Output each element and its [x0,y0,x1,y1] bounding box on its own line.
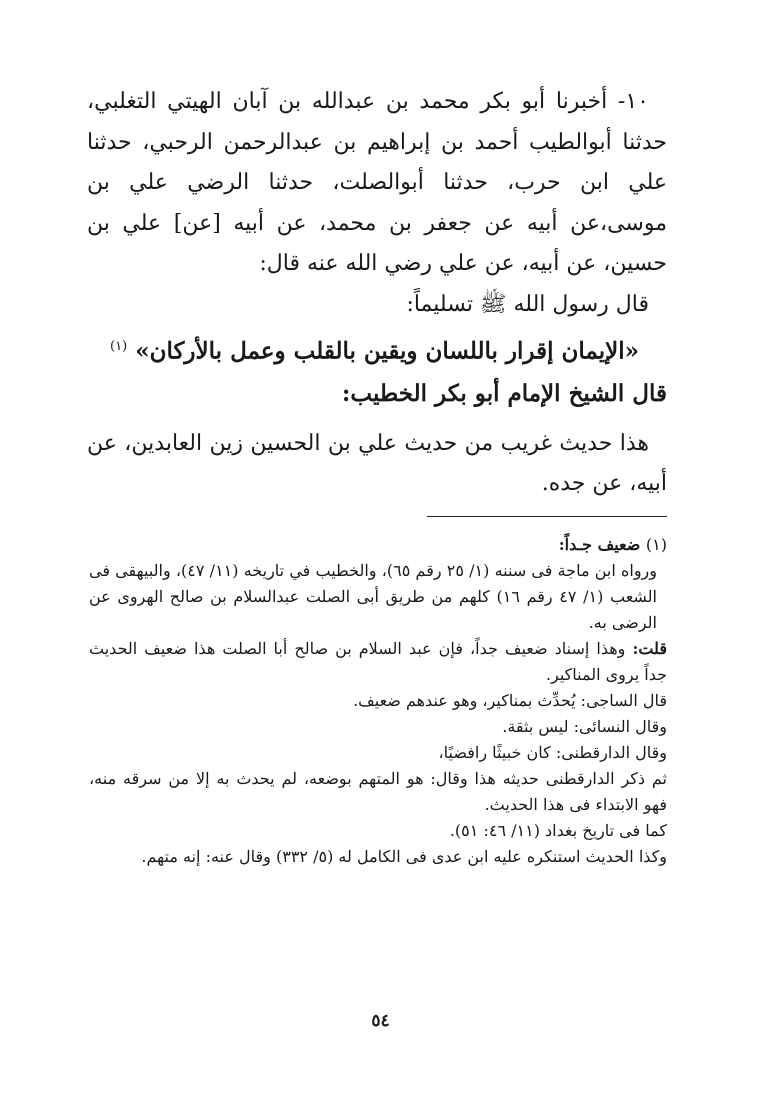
footnote-grade: ضعيف جـداً: [558,535,641,554]
commentary-paragraph: هذا حديث غريب من حديث علي بن الحسين زين العابدين، عن أبيه، عن جده. [87,430,667,497]
footnote-sources: ورواه ابن ماجة فى سننه (١/ ٢٥ رقم ٦٥)، والخطيب في تاريخه (١١/ ٤٧)، والبيهقى فى الشعب (١/ ٤٧ رقم ١٦) كلهم من طريق أبى الصلت عبدالسلام بن صالح الهروى عن الرضى به. [89,561,658,632]
footnote-qult [89,636,667,688]
footnote-separator [427,516,667,517]
prophet-statement-intro: قال رسول الله ﷺ تسليماً: [406,291,649,317]
footnotes [89,532,667,870]
isnad-paragraph: ١٠- أخبرنا أبو بكر محمد بن عبدالله بن آبان الهيتي التغلبي، حدثنا أبوالطيب أحمد بن إبراهيم بن عبدالرحمن الرحبي، حدثنا علي ابن حرب، حدثنا أبوالصلت، حدثنا الرضي علي بن موسى،عن أبيه عن جعفر بن محمد، عن أبيه [عن] علي بن حسين، عن أبيه، عن علي رضي الله عنه قال: [87,89,667,276]
hadith-matn: «الإيمان إقرار باللسان ويقين بالقلب وعمل بالأركان» [135,337,639,365]
main-text [87,82,667,505]
footnote-daraqutni: وقال الدارقطنى: كان خبيثًا رافضيًا، [438,743,667,762]
qult-text: وهذا إسناد ضعيف جداً، فإن عبد السلام بن صالح أبا الصلت هذا ضعيف الحديث جداً يروى المناكير. [89,639,667,684]
page-number: ٥٤ [371,1011,390,1031]
qult-label: قلت: [632,639,667,658]
footnote-heading [89,532,667,558]
footnote-reference[interactable]: (١) [110,339,128,354]
footnote-number: (١) [645,535,667,554]
footnote-tarikh: كما فى تاريخ بغداد (١١/ ٤٦: ٥١). [449,821,667,840]
footnote-kamil: وكذا الحديث استنكره عليه ابن عدى فى الكامل له (٥/ ٣٣٢) وقال عنه: إنه متهم. [141,847,667,866]
footnote-thumma: ثم ذكر الدارقطنى حديثه هذا وقال: هو المتهم بوضعه، لم يحدث به إلا من سرقه منه، فهو الابتداء فى هذا الحديث. [89,769,668,814]
hadith-text [87,325,667,373]
section-heading: قال الشيخ الإمام أبو بكر الخطيب: [341,379,667,407]
footnote-saji: قال الساجى: يُحدِّث بمناكير، وهو عندهم ضعيف. [353,691,667,710]
footnote-nasai: وقال النسائى: ليس بثقة. [502,717,667,736]
